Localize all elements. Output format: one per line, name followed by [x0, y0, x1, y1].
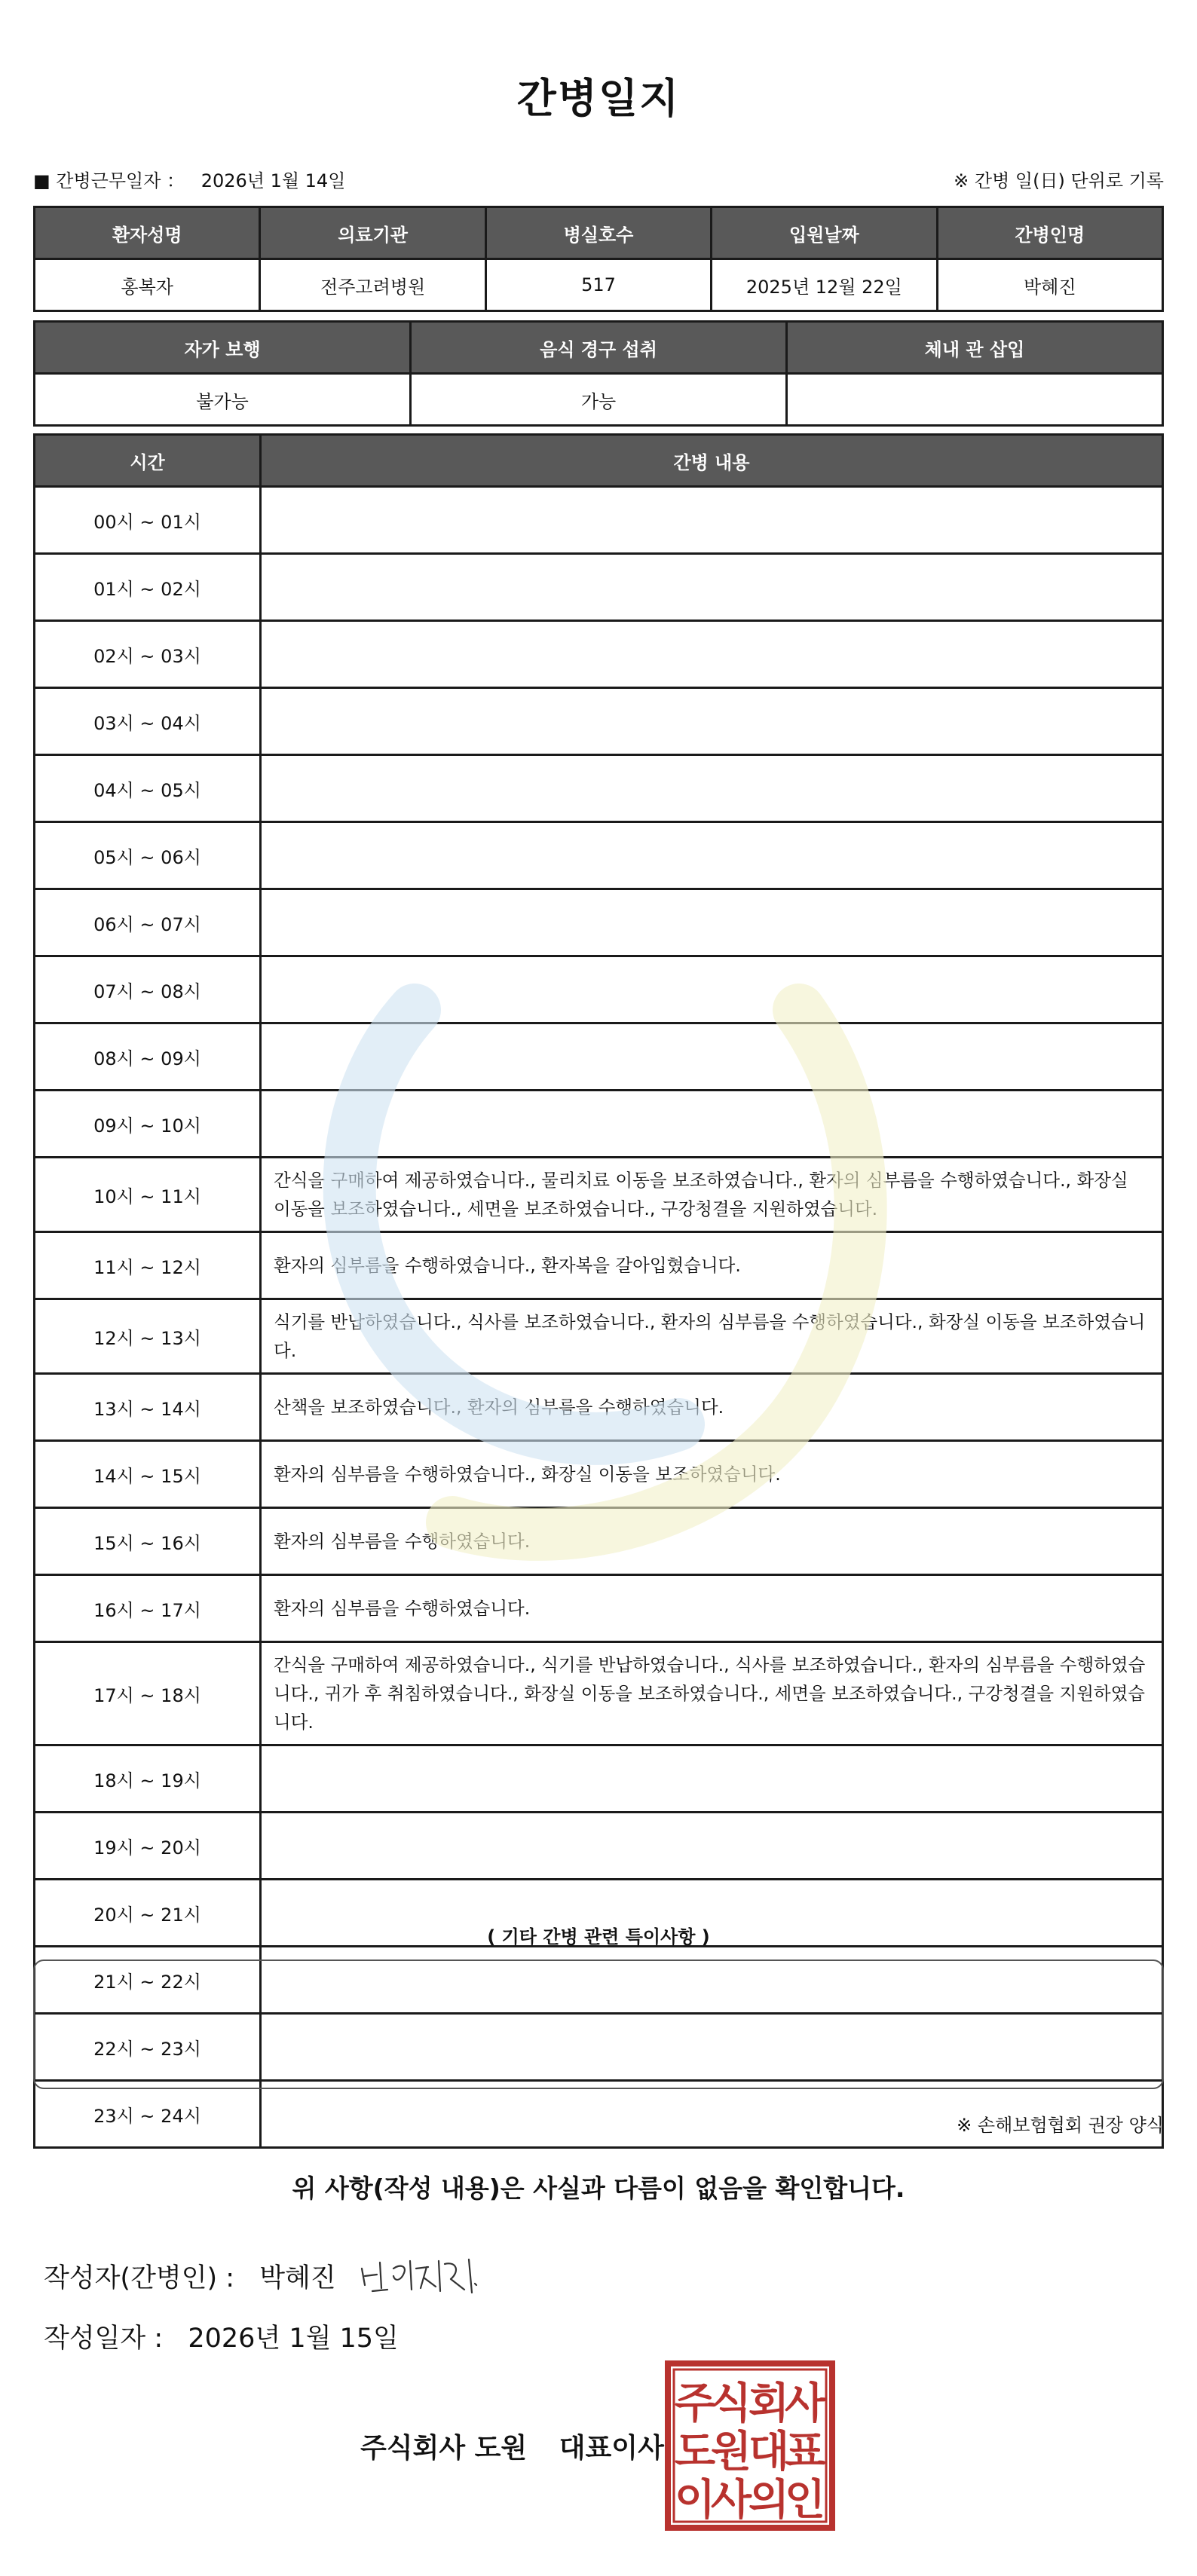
- company-line: [360, 2427, 664, 2465]
- log-time-cell: 12시 ~ 13시: [35, 1299, 261, 1374]
- work-date-value: 2026년 1월 14일: [201, 170, 346, 191]
- care-status-table: [33, 320, 1164, 427]
- svg-text:식: 식: [710, 2379, 752, 2428]
- log-content-cell[interactable]: [261, 688, 1163, 755]
- log-content-cell[interactable]: [261, 487, 1163, 554]
- log-time-cell: 16시 ~ 17시: [35, 1575, 261, 1642]
- log-content-cell[interactable]: 식기를 반납하였습니다., 식사를 보조하였습니다., 환자의 심부름을 수행하였습니다., 화장실 이동을 보조하였습니다.: [261, 1299, 1163, 1374]
- log-time-cell: 20시 ~ 21시: [35, 1880, 261, 1947]
- log-time-cell: 21시 ~ 22시: [35, 1947, 261, 2014]
- log-time-cell: 01시 ~ 02시: [35, 554, 261, 621]
- log-content-cell[interactable]: [261, 956, 1163, 1023]
- log-row: [35, 822, 1163, 889]
- log-time-cell: 09시 ~ 10시: [35, 1091, 261, 1158]
- log-row: [35, 1023, 1163, 1091]
- company-representative: 대표이사: [559, 2433, 664, 2464]
- log-time-cell: 02시 ~ 03시: [35, 621, 261, 688]
- log-time-cell: 13시 ~ 14시: [35, 1374, 261, 1441]
- log-row: [35, 1813, 1163, 1880]
- header-admission-date: 입원날짜: [712, 207, 937, 259]
- svg-text:의: 의: [748, 2476, 790, 2525]
- header-oral-intake: 음식 경구 섭취: [411, 322, 787, 374]
- log-content-cell[interactable]: 간식을 구매하여 제공하였습니다., 물리치료 이동을 보조하였습니다., 환자의 심부름을 수행하였습니다., 화장실 이동을 보조하였습니다., 세면을 보조하였습니다., 구강청결을 지원하였습니다.: [261, 1158, 1163, 1232]
- log-row: [35, 554, 1163, 621]
- log-time-cell: 23시 ~ 24시: [35, 2081, 261, 2148]
- log-time-cell: 08시 ~ 09시: [35, 1023, 261, 1091]
- log-content-cell[interactable]: 산책을 보조하였습니다., 환자의 심부름을 수행하였습니다.: [261, 1374, 1163, 1441]
- log-row: [35, 956, 1163, 1023]
- log-header-row: [35, 435, 1163, 487]
- log-row: [35, 889, 1163, 956]
- log-time-cell: 15시 ~ 16시: [35, 1508, 261, 1575]
- log-time-cell: 14시 ~ 15시: [35, 1441, 261, 1508]
- log-content-cell[interactable]: 환자의 심부름을 수행하였습니다., 환자복을 갈아입혔습니다.: [261, 1232, 1163, 1299]
- svg-text:회: 회: [748, 2379, 790, 2428]
- care-status-value-row: [35, 374, 1163, 426]
- writer-label: 작성자(간병인) :: [44, 2263, 235, 2293]
- log-time-cell: 10시 ~ 11시: [35, 1158, 261, 1232]
- svg-text:주: 주: [674, 2379, 716, 2428]
- patient-info-value-row: [35, 259, 1163, 311]
- log-row: [35, 1441, 1163, 1508]
- log-time-cell: 18시 ~ 19시: [35, 1745, 261, 1813]
- log-row: [35, 755, 1163, 822]
- special-notes-label: ( 기타 간병 관련 특이사항 ): [487, 1926, 710, 1947]
- log-time-cell: 05시 ~ 06시: [35, 822, 261, 889]
- header-time: 시간: [35, 435, 261, 487]
- self-walking-value: 불가능: [35, 374, 411, 426]
- log-content-cell[interactable]: 간식을 구매하여 제공하였습니다., 식기를 반납하였습니다., 식사를 보조하였습니다., 환자의 심부름을 수행하였습니다., 귀가 후 취침하였습니다., 화장실 이동을 보조하였습니다., 세면을 보조하였습니다., 구강청결을 지원하였습니다.: [261, 1642, 1163, 1745]
- svg-text:사: 사: [784, 2379, 826, 2428]
- log-row: [35, 1299, 1163, 1374]
- log-content-cell[interactable]: [261, 755, 1163, 822]
- log-time-cell: 11시 ~ 12시: [35, 1232, 261, 1299]
- log-time-cell: 00시 ~ 01시: [35, 487, 261, 554]
- header-tube-insertion: 체내 관 삽입: [787, 322, 1163, 374]
- hourly-care-log-table: [33, 433, 1164, 2149]
- log-row: [35, 1158, 1163, 1232]
- written-date-line: [44, 2317, 399, 2355]
- handwritten-signature: [354, 2246, 497, 2306]
- log-content-cell[interactable]: [261, 1813, 1163, 1880]
- svg-text:원: 원: [710, 2428, 752, 2477]
- caregiver-name: 박혜진: [937, 259, 1162, 311]
- log-row: [35, 1745, 1163, 1813]
- page-title: 간병일지: [516, 75, 681, 122]
- log-time-cell: 04시 ~ 05시: [35, 755, 261, 822]
- log-content-cell[interactable]: [261, 1023, 1163, 1091]
- log-row: [35, 1091, 1163, 1158]
- svg-text:이: 이: [674, 2476, 716, 2525]
- confirmation-statement: 위 사항(작성 내용)은 사실과 다름이 없음을 확인합니다.: [292, 2174, 905, 2203]
- company-name: 주식회사 도원: [360, 2433, 528, 2464]
- writer-line: [44, 2257, 336, 2295]
- form-note: ※ 손해보험협회 권장 양식: [957, 2115, 1164, 2136]
- svg-text:사: 사: [710, 2476, 752, 2525]
- log-content-cell[interactable]: [261, 1091, 1163, 1158]
- log-time-cell: 17시 ~ 18시: [35, 1642, 261, 1745]
- company-seal-stamp: [665, 2360, 835, 2531]
- log-content-cell[interactable]: [261, 822, 1163, 889]
- header-care-content: 간병 내용: [261, 435, 1163, 487]
- log-row: [35, 1374, 1163, 1441]
- log-time-cell: 07시 ~ 08시: [35, 956, 261, 1023]
- svg-text:대: 대: [748, 2428, 790, 2477]
- log-content-cell[interactable]: [261, 554, 1163, 621]
- header-caregiver-name: 간병인명: [937, 207, 1162, 259]
- log-content-cell[interactable]: 환자의 심부름을 수행하였습니다.: [261, 1508, 1163, 1575]
- log-row: [35, 487, 1163, 554]
- work-date-label: ■ 간병근무일자 ：: [33, 170, 185, 191]
- log-time-cell: 06시 ~ 07시: [35, 889, 261, 956]
- hospital-name: 전주고려병원: [260, 259, 485, 311]
- oral-intake-value: 가능: [411, 374, 787, 426]
- log-content-cell[interactable]: [261, 1745, 1163, 1813]
- log-time-cell: 03시 ~ 04시: [35, 688, 261, 755]
- svg-text:표: 표: [784, 2428, 826, 2477]
- header-hospital: 의료기관: [260, 207, 485, 259]
- header-patient-name: 환자성명: [35, 207, 260, 259]
- room-number: 517: [485, 259, 711, 311]
- log-row: [35, 1232, 1163, 1299]
- log-content-cell[interactable]: 환자의 심부름을 수행하였습니다., 화장실 이동을 보조하였습니다.: [261, 1441, 1163, 1508]
- svg-text:도: 도: [674, 2428, 716, 2477]
- log-row: [35, 1575, 1163, 1642]
- unit-note: ※ 간병 일(日) 단위로 기록: [954, 170, 1164, 191]
- work-date-line: [33, 166, 345, 192]
- patient-info-table: [33, 206, 1164, 312]
- log-time-cell: 19시 ~ 20시: [35, 1813, 261, 1880]
- special-notes-box[interactable]: [33, 1960, 1164, 2089]
- written-date-value: 2026년 1월 15일: [188, 2324, 399, 2354]
- log-row: [35, 621, 1163, 688]
- admission-date: 2025년 12월 22일: [712, 259, 937, 311]
- care-status-header-row: [35, 322, 1163, 374]
- written-date-label: 작성일자 :: [44, 2324, 164, 2354]
- tube-insertion-value: [787, 374, 1163, 426]
- log-content-cell[interactable]: [261, 889, 1163, 956]
- log-content-cell[interactable]: 환자의 심부름을 수행하였습니다.: [261, 1575, 1163, 1642]
- patient-name: 홍복자: [35, 259, 260, 311]
- patient-info-header-row: [35, 207, 1163, 259]
- log-content-cell[interactable]: [261, 621, 1163, 688]
- log-row: [35, 1642, 1163, 1745]
- log-row: [35, 1508, 1163, 1575]
- log-row: [35, 688, 1163, 755]
- svg-text:인: 인: [784, 2476, 826, 2525]
- writer-name: 박혜진: [259, 2263, 336, 2293]
- header-room-number: 병실호수: [485, 207, 711, 259]
- header-self-walking: 자가 보행: [35, 322, 411, 374]
- log-time-cell: 22시 ~ 23시: [35, 2014, 261, 2081]
